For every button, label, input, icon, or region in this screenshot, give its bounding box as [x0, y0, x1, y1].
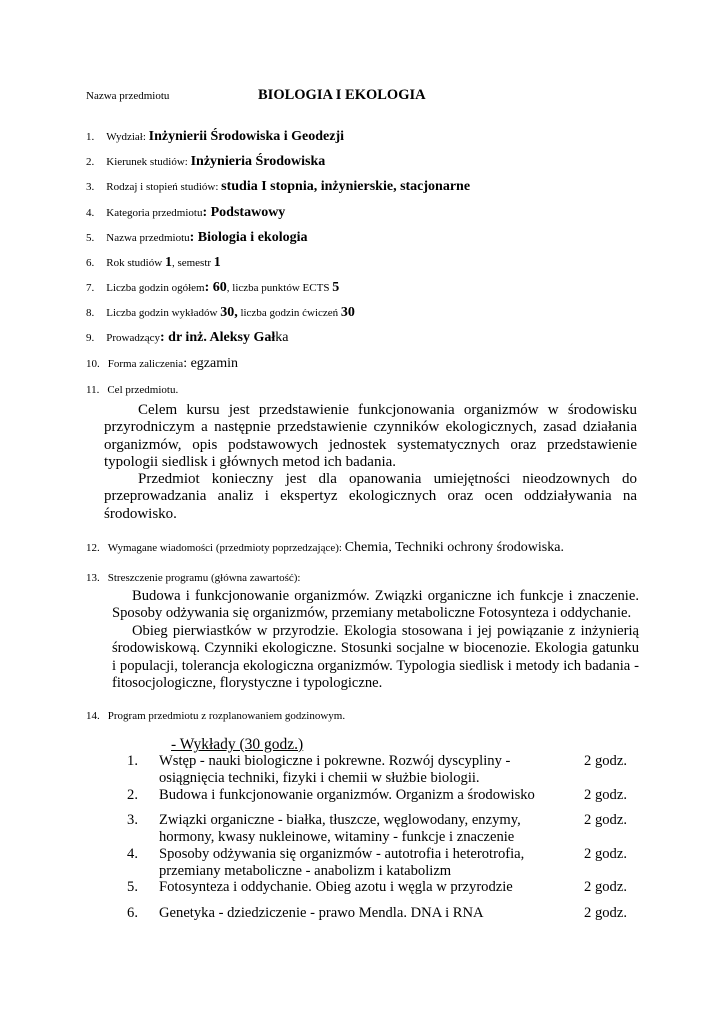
item-value: : Biologia i ekologia: [189, 230, 308, 245]
item-9: [86, 328, 289, 346]
item-number: 1.: [86, 131, 95, 143]
item-2: [86, 152, 325, 170]
item-number: 13.: [86, 572, 100, 584]
item-label: Wydział:: [106, 131, 149, 143]
lecture-number: 6.: [127, 905, 138, 921]
item-label: Rodzaj i stopień studiów:: [106, 181, 222, 193]
header-label: Nazwa przedmiotu: [86, 90, 170, 102]
lecture-topic-line: Sposoby odżywania się organizmów - autotrofia i heterotrofia,: [159, 846, 525, 862]
lecture-hours: 2 godz.: [584, 879, 627, 895]
document-title: BIOLOGIA I EKOLOGIA: [258, 87, 426, 103]
summary-paragraph-2: Obieg pierwiastków w przyrodzie. Ekologia stosowana i jej powiązanie z inżynierią środowiskową. Czynniki ekologiczne. Stosunki socjalne w biocenozie. Ekologia gatunku i populacji, tolerancja ekologiczna organizmów. Typologia siedlisk i metody ich badania - fitosocjologiczne, florystyczne i typologiczne.: [112, 623, 639, 692]
item-value-tail: ka: [275, 330, 289, 345]
item-value: : Podstawowy: [202, 205, 286, 220]
lecture-hours: 2 godz.: [584, 787, 627, 803]
item-number: 10.: [86, 358, 100, 370]
item-value: : dr inż. Aleksy Gał: [160, 330, 276, 345]
item-number: 11.: [86, 384, 100, 396]
lecture-number: 4.: [127, 846, 138, 862]
lecture-topic-line: Wstęp - nauki biologiczne i pokrewne. Rozwój dyscypliny -: [159, 753, 511, 769]
lecture-hours: 2 godz.: [584, 812, 627, 828]
item-value: 30: [340, 305, 355, 320]
item-14: [86, 706, 345, 724]
lecture-topic: [159, 879, 513, 896]
item-label: Liczba godzin ogółem: [106, 282, 205, 294]
lecture-topic-line: Fotosynteza i oddychanie. Obieg azotu i węgla w przyrodzie: [159, 879, 513, 895]
item-number: 3.: [86, 181, 95, 193]
item-number: 7.: [86, 282, 95, 294]
lecture-topic-line: Genetyka - dziedziczenie - prawo Mendla. DNA i RNA: [159, 905, 484, 921]
lecture-topic: [159, 812, 521, 846]
summary-paragraph-1: Budowa i funkcjonowanie organizmów. Związki organiczne ich funkcje i znaczenie. Sposoby odżywania się organizmów, przemiany metaboliczne Fotosynteza i oddychanie.: [112, 588, 639, 622]
lecture-hours: 2 godz.: [584, 905, 627, 921]
item-label: Program przedmiotu z rozplanowaniem godzinowym.: [107, 710, 346, 722]
item-number: 9.: [86, 332, 95, 344]
lecture-number: 3.: [127, 812, 138, 828]
item-label: Nazwa przedmiotu: [106, 232, 190, 244]
item-10: [86, 354, 238, 372]
lecture-topic-line: przemiany metaboliczne - anabolizm i katabolizm: [159, 863, 452, 879]
item-value: 5: [332, 280, 340, 295]
item-label: Wymagane wiadomości (przedmioty poprzedzające):: [107, 542, 345, 554]
lecture-topic-line: Związki organiczne - białka, tłuszcze, węglowodany, enzymy,: [159, 812, 521, 828]
item-7: [86, 278, 339, 296]
item-value: : 60: [204, 280, 227, 295]
item-3: [86, 177, 470, 195]
item-12: [86, 538, 564, 556]
item-label: Kierunek studiów:: [106, 156, 191, 168]
lectures-heading: - Wykłady (30 godz.): [171, 736, 304, 753]
item-13: [86, 568, 300, 586]
item-4: [86, 203, 285, 221]
lecture-hours: 2 godz.: [584, 753, 627, 769]
item-number: 6.: [86, 257, 95, 269]
item-number: 14.: [86, 710, 100, 722]
item-label: liczba godzin ćwiczeń: [237, 307, 341, 319]
item-value: Inżynierii Środowiska i Geodezji: [148, 129, 345, 144]
lecture-topic-line: Budowa i funkcjonowanie organizmów. Organizm a środowisko: [159, 787, 535, 803]
cel-paragraph-1: Celem kursu jest przedstawienie funkcjonowania organizmów w środowisku przyrodniczym a następnie przedstawienie czynników ekologicznych, zasad działania organizmów, opis podstawowych jednostek systematycznych oraz przedstawienie typologii siedlisk i głównych metod ich badania.: [104, 402, 637, 470]
lecture-hours: 2 godz.: [584, 846, 627, 862]
item-value: 30,: [220, 305, 238, 320]
cel-paragraph-2: Przedmiot konieczny jest dla opanowania umiejętności nieodzownych do przeprowadzania analiz i ekspertyz ekologicznych oraz ocen oddziaływania na środowisko.: [104, 471, 637, 522]
item-number: 8.: [86, 307, 95, 319]
item-label: Kategoria przedmiotu: [106, 207, 203, 219]
item-value: : egzamin: [183, 356, 238, 371]
lecture-number: 5.: [127, 879, 138, 895]
item-value: Inżynieria Środowiska: [190, 154, 326, 169]
item-label: Cel przedmiotu.: [107, 384, 179, 396]
item-5: [86, 228, 307, 246]
item-value: 1: [164, 255, 172, 270]
lecture-topic: [159, 787, 535, 804]
item-number: 12.: [86, 542, 100, 554]
item-label: Rok studiów: [106, 257, 165, 269]
item-label: , liczba punktów ECTS: [226, 282, 333, 294]
item-label: Streszczenie programu (główna zawartość):: [107, 572, 301, 584]
item-label: Prowadzący: [106, 332, 161, 344]
item-1: [86, 127, 344, 145]
item-value: 1: [213, 255, 221, 270]
item-number: 4.: [86, 207, 95, 219]
item-8: [86, 303, 355, 321]
item-label: Liczba godzin wykładów: [106, 307, 221, 319]
lecture-topic: [159, 753, 510, 787]
item-number: 2.: [86, 156, 95, 168]
item-number: 5.: [86, 232, 95, 244]
lecture-topic-line: osiągnięcia techniki, fizyki i chemii w służbie biologii.: [159, 770, 480, 786]
lecture-number: 2.: [127, 787, 138, 803]
lecture-topic: [159, 846, 524, 880]
item-label: Forma zaliczenia: [107, 358, 184, 370]
lecture-topic-line: hormony, kwasy nukleinowe, witaminy - funkcje i znaczenie: [159, 829, 515, 845]
lecture-topic: [159, 905, 484, 922]
lecture-number: 1.: [127, 753, 138, 769]
item-value: studia I stopnia, inżynierskie, stacjonarne: [221, 179, 471, 194]
item-label: , semestr: [171, 257, 214, 269]
item-6: [86, 253, 221, 271]
item-value: Chemia, Techniki ochrony środowiska.: [344, 540, 564, 555]
item-11: [86, 380, 178, 398]
